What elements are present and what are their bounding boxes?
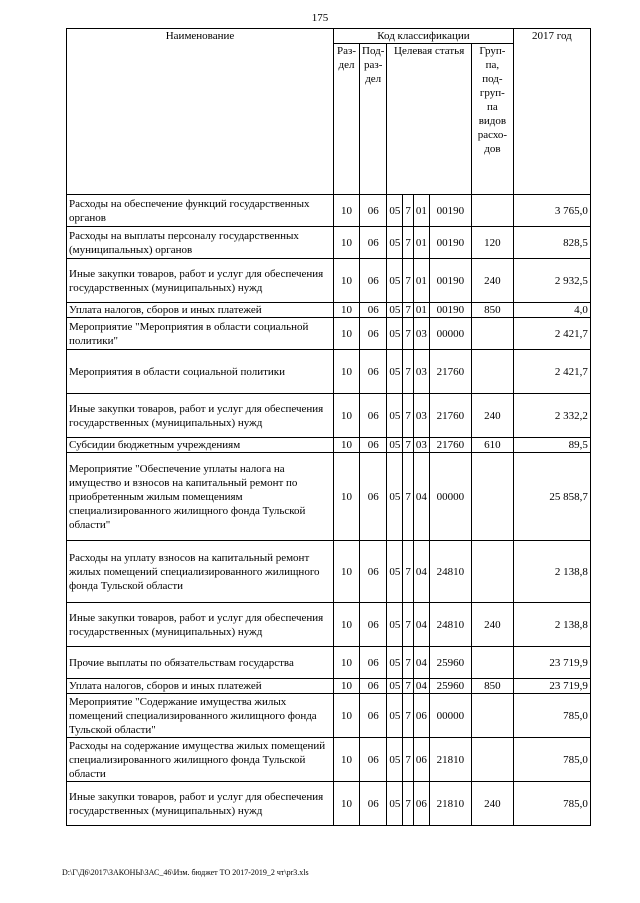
row-razdel-cell: 10 — [334, 438, 360, 453]
row-target-part4-cell: 00000 — [429, 318, 471, 350]
row-target-part2-cell: 7 — [403, 541, 414, 603]
table-row — [67, 453, 591, 541]
row-amount-cell: 23 719,9 — [513, 647, 590, 679]
row-target-part1-cell: 05 — [387, 195, 403, 227]
row-target-part3-cell: 04 — [413, 603, 429, 647]
row-target-part2-cell: 7 — [403, 438, 414, 453]
table-row — [67, 259, 591, 303]
row-expense-group-cell: 240 — [471, 394, 513, 438]
row-target-part2-cell: 7 — [403, 453, 414, 541]
row-target-part4-cell: 00190 — [429, 227, 471, 259]
row-expense-group-cell — [471, 195, 513, 227]
row-name-cell: Мероприятие "Мероприятия в области социальной политики" — [67, 318, 334, 350]
row-target-part4-cell: 21810 — [429, 782, 471, 826]
row-target-part3-cell: 06 — [413, 738, 429, 782]
row-podrazdel-cell: 06 — [360, 541, 387, 603]
table-row — [67, 318, 591, 350]
row-target-part1-cell: 05 — [387, 227, 403, 259]
row-target-part1-cell: 05 — [387, 350, 403, 394]
table-row — [67, 647, 591, 679]
row-target-part1-cell: 05 — [387, 303, 403, 318]
row-amount-cell: 23 719,9 — [513, 679, 590, 694]
row-amount-cell: 785,0 — [513, 694, 590, 738]
row-target-part4-cell: 00000 — [429, 694, 471, 738]
row-podrazdel-cell: 06 — [360, 350, 387, 394]
row-expense-group-cell: 120 — [471, 227, 513, 259]
column-header-podrazdel: Под- раз- дел — [360, 44, 387, 195]
row-expense-group-cell: 850 — [471, 303, 513, 318]
row-podrazdel-cell: 06 — [360, 394, 387, 438]
row-target-part1-cell: 05 — [387, 738, 403, 782]
column-header-target: Целевая статья — [387, 44, 472, 195]
row-target-part3-cell: 01 — [413, 259, 429, 303]
row-razdel-cell: 10 — [334, 318, 360, 350]
row-target-part1-cell: 05 — [387, 694, 403, 738]
row-target-part3-cell: 04 — [413, 647, 429, 679]
row-target-part2-cell: 7 — [403, 227, 414, 259]
table-row — [67, 227, 591, 259]
row-podrazdel-cell: 06 — [360, 603, 387, 647]
row-target-part1-cell: 05 — [387, 394, 403, 438]
header-row — [67, 29, 591, 44]
row-target-part2-cell: 7 — [403, 350, 414, 394]
row-name-cell: Иные закупки товаров, работ и услуг для обеспечения государственных (муниципальных) нужд — [67, 603, 334, 647]
row-target-part2-cell: 7 — [403, 738, 414, 782]
row-target-part3-cell: 01 — [413, 227, 429, 259]
row-expense-group-cell — [471, 318, 513, 350]
row-amount-cell: 2 138,8 — [513, 603, 590, 647]
row-target-part4-cell: 21760 — [429, 394, 471, 438]
row-expense-group-cell — [471, 647, 513, 679]
row-name-cell: Расходы на уплату взносов на капитальный ремонт жилых помещений специализированного жилищного фонда Тульской области — [67, 541, 334, 603]
row-target-part4-cell: 00190 — [429, 259, 471, 303]
row-podrazdel-cell: 06 — [360, 195, 387, 227]
row-razdel-cell: 10 — [334, 259, 360, 303]
row-razdel-cell: 10 — [334, 694, 360, 738]
row-podrazdel-cell: 06 — [360, 782, 387, 826]
row-razdel-cell: 10 — [334, 303, 360, 318]
row-target-part3-cell: 03 — [413, 350, 429, 394]
row-podrazdel-cell: 06 — [360, 694, 387, 738]
row-target-part1-cell: 05 — [387, 647, 403, 679]
row-razdel-cell: 10 — [334, 679, 360, 694]
row-expense-group-cell — [471, 541, 513, 603]
row-name-cell: Иные закупки товаров, работ и услуг для обеспечения государственных (муниципальных) нужд — [67, 259, 334, 303]
table-row — [67, 679, 591, 694]
row-amount-cell: 2 932,5 — [513, 259, 590, 303]
row-expense-group-cell — [471, 694, 513, 738]
column-header-classification: Код классификации — [334, 29, 514, 44]
table-row — [67, 694, 591, 738]
file-path-footer: D:\Г\Д6\2017\ЗАКОНЫ\ЗАС_46\Изм. бюджет ТО 2017-2019_2 чт\pr3.xls — [62, 868, 309, 877]
row-name-cell: Прочие выплаты по обязательствам государства — [67, 647, 334, 679]
row-razdel-cell: 10 — [334, 782, 360, 826]
row-expense-group-cell: 240 — [471, 259, 513, 303]
row-target-part1-cell: 05 — [387, 603, 403, 647]
row-amount-cell: 4,0 — [513, 303, 590, 318]
row-target-part3-cell: 04 — [413, 541, 429, 603]
row-name-cell: Мероприятие "Содержание имущества жилых помещений специализированного жилищного фонда Тульской области" — [67, 694, 334, 738]
row-name-cell: Мероприятия в области социальной политики — [67, 350, 334, 394]
row-razdel-cell: 10 — [334, 195, 360, 227]
row-target-part4-cell: 21760 — [429, 350, 471, 394]
row-amount-cell: 828,5 — [513, 227, 590, 259]
row-target-part4-cell: 21810 — [429, 738, 471, 782]
table-row — [67, 438, 591, 453]
table-row — [67, 303, 591, 318]
table-row — [67, 782, 591, 826]
row-target-part2-cell: 7 — [403, 303, 414, 318]
row-podrazdel-cell: 06 — [360, 259, 387, 303]
budget-table — [66, 28, 591, 826]
row-target-part2-cell: 7 — [403, 603, 414, 647]
row-amount-cell: 2 421,7 — [513, 350, 590, 394]
row-amount-cell: 2 138,8 — [513, 541, 590, 603]
row-target-part3-cell: 01 — [413, 195, 429, 227]
row-name-cell: Уплата налогов, сборов и иных платежей — [67, 679, 334, 694]
row-amount-cell: 785,0 — [513, 782, 590, 826]
table-row — [67, 541, 591, 603]
row-target-part4-cell: 24810 — [429, 541, 471, 603]
row-target-part4-cell: 00000 — [429, 453, 471, 541]
row-name-cell: Субсидии бюджетным учреждениям — [67, 438, 334, 453]
column-header-razdel: Раз- дел — [334, 44, 360, 195]
row-podrazdel-cell: 06 — [360, 438, 387, 453]
row-target-part3-cell: 03 — [413, 394, 429, 438]
row-podrazdel-cell: 06 — [360, 679, 387, 694]
row-target-part1-cell: 05 — [387, 259, 403, 303]
row-target-part2-cell: 7 — [403, 694, 414, 738]
row-amount-cell: 2 421,7 — [513, 318, 590, 350]
page-number: 175 — [311, 12, 329, 24]
row-target-part2-cell: 7 — [403, 679, 414, 694]
row-expense-group-cell — [471, 350, 513, 394]
row-razdel-cell: 10 — [334, 227, 360, 259]
row-amount-cell: 3 765,0 — [513, 195, 590, 227]
row-amount-cell: 89,5 — [513, 438, 590, 453]
row-expense-group-cell: 240 — [471, 603, 513, 647]
table-row — [67, 738, 591, 782]
row-target-part4-cell: 25960 — [429, 679, 471, 694]
row-expense-group-cell: 850 — [471, 679, 513, 694]
row-target-part1-cell: 05 — [387, 453, 403, 541]
table-row — [67, 350, 591, 394]
row-expense-group-cell — [471, 738, 513, 782]
row-target-part3-cell: 03 — [413, 438, 429, 453]
row-expense-group-cell — [471, 453, 513, 541]
row-amount-cell: 2 332,2 — [513, 394, 590, 438]
row-razdel-cell: 10 — [334, 603, 360, 647]
row-target-part1-cell: 05 — [387, 438, 403, 453]
row-podrazdel-cell: 06 — [360, 303, 387, 318]
row-razdel-cell: 10 — [334, 453, 360, 541]
row-expense-group-cell: 610 — [471, 438, 513, 453]
column-header-year: 2017 год — [513, 29, 590, 195]
table-row — [67, 195, 591, 227]
row-target-part2-cell: 7 — [403, 647, 414, 679]
row-target-part4-cell: 24810 — [429, 603, 471, 647]
row-target-part3-cell: 06 — [413, 694, 429, 738]
row-name-cell: Мероприятие "Обеспечение уплаты налога на имущество и взносов на капитальный ремонт по приобретенным жилым помещениям специализированного жилищного фонда Тульской области" — [67, 453, 334, 541]
row-target-part1-cell: 05 — [387, 679, 403, 694]
row-target-part3-cell: 01 — [413, 303, 429, 318]
row-target-part2-cell: 7 — [403, 782, 414, 826]
row-target-part1-cell: 05 — [387, 782, 403, 826]
row-podrazdel-cell: 06 — [360, 227, 387, 259]
row-name-cell: Уплата налогов, сборов и иных платежей — [67, 303, 334, 318]
row-podrazdel-cell: 06 — [360, 318, 387, 350]
row-target-part3-cell: 06 — [413, 782, 429, 826]
row-target-part2-cell: 7 — [403, 259, 414, 303]
row-target-part4-cell: 21760 — [429, 438, 471, 453]
row-target-part3-cell: 03 — [413, 318, 429, 350]
row-razdel-cell: 10 — [334, 541, 360, 603]
row-podrazdel-cell: 06 — [360, 647, 387, 679]
row-target-part1-cell: 05 — [387, 541, 403, 603]
row-name-cell: Иные закупки товаров, работ и услуг для обеспечения государственных (муниципальных) нужд — [67, 782, 334, 826]
column-header-expense-group: Груп- па, под- груп- па видов расхо- дов — [471, 44, 513, 195]
row-target-part1-cell: 05 — [387, 318, 403, 350]
row-name-cell: Иные закупки товаров, работ и услуг для обеспечения государственных (муниципальных) нужд — [67, 394, 334, 438]
row-target-part3-cell: 04 — [413, 679, 429, 694]
row-name-cell: Расходы на содержание имущества жилых помещений специализированного жилищного фонда Тульской области — [67, 738, 334, 782]
row-target-part2-cell: 7 — [403, 318, 414, 350]
row-amount-cell: 785,0 — [513, 738, 590, 782]
row-name-cell: Расходы на выплаты персоналу государственных (муниципальных) органов — [67, 227, 334, 259]
column-header-name: Наименование — [67, 29, 334, 195]
row-target-part4-cell: 00190 — [429, 303, 471, 318]
row-target-part2-cell: 7 — [403, 394, 414, 438]
table-row — [67, 394, 591, 438]
row-target-part4-cell: 00190 — [429, 195, 471, 227]
row-razdel-cell: 10 — [334, 350, 360, 394]
row-target-part4-cell: 25960 — [429, 647, 471, 679]
table-row — [67, 603, 591, 647]
row-name-cell: Расходы на обеспечение функций государственных органов — [67, 195, 334, 227]
row-razdel-cell: 10 — [334, 647, 360, 679]
row-razdel-cell: 10 — [334, 738, 360, 782]
row-target-part3-cell: 04 — [413, 453, 429, 541]
row-target-part2-cell: 7 — [403, 195, 414, 227]
row-amount-cell: 25 858,7 — [513, 453, 590, 541]
row-razdel-cell: 10 — [334, 394, 360, 438]
table-body — [67, 195, 591, 826]
row-podrazdel-cell: 06 — [360, 453, 387, 541]
row-expense-group-cell: 240 — [471, 782, 513, 826]
row-podrazdel-cell: 06 — [360, 738, 387, 782]
